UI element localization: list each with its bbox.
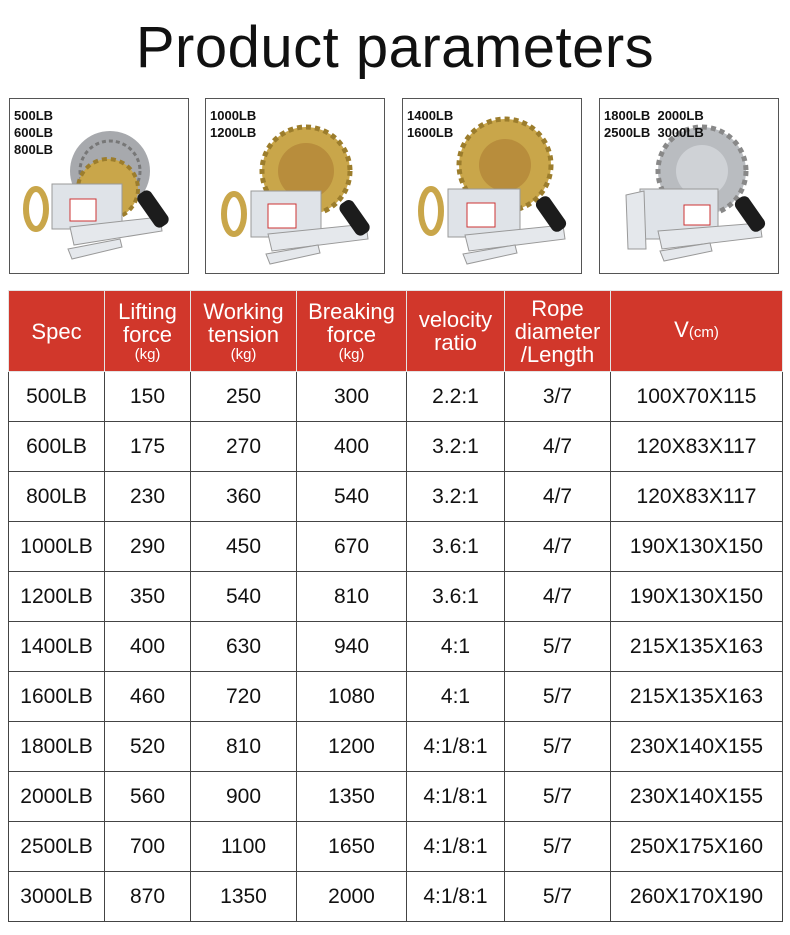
cell-breaking-force: 540 [297,472,407,522]
cell-breaking-force: 1650 [297,822,407,872]
cell-velocity-ratio: 4:1/8:1 [407,772,505,822]
cell-working-tension: 360 [191,472,297,522]
table-row [9,772,783,822]
table-row [9,372,783,422]
cell-velocity-ratio: 3.6:1 [407,522,505,572]
product-card-label: 1800LB 2000LB 2500LB 3000LB [604,108,704,140]
header-spec: Spec [9,291,105,372]
cell-spec: 1200LB [9,572,105,622]
cell-velocity-ratio: 3.6:1 [407,572,505,622]
table-row [9,522,783,572]
table-row [9,872,783,922]
product-card-label: 1000LB 1200LB [210,108,257,140]
product-card-label: 1400LB 1600LB [407,108,454,140]
cell-volume: 260X170X190 [611,872,783,922]
header-row [9,291,783,372]
cell-spec: 1800LB [9,722,105,772]
cell-velocity-ratio: 3.2:1 [407,472,505,522]
table-row [9,572,783,622]
cell-lifting-force: 150 [105,372,191,422]
cell-velocity-ratio: 2.2:1 [407,372,505,422]
cell-rope: 5/7 [505,722,611,772]
cell-volume: 120X83X117 [611,422,783,472]
cell-rope: 4/7 [505,572,611,622]
table-row [9,822,783,872]
cell-rope: 5/7 [505,872,611,922]
cell-velocity-ratio: 4:1 [407,622,505,672]
cell-lifting-force: 175 [105,422,191,472]
cell-volume: 215X135X163 [611,622,783,672]
cell-velocity-ratio: 3.2:1 [407,422,505,472]
cell-rope: 5/7 [505,822,611,872]
cell-spec: 2500LB [9,822,105,872]
cell-breaking-force: 1350 [297,772,407,822]
cell-spec: 1600LB [9,672,105,722]
cell-breaking-force: 1200 [297,722,407,772]
cell-volume: 230X140X155 [611,772,783,822]
cell-working-tension: 250 [191,372,297,422]
product-card-4 [599,98,779,274]
header-working-tension: Working tension (kg) [191,291,297,372]
cell-spec: 500LB [9,372,105,422]
header-rope: Rope diameter /Length [505,291,611,372]
cell-lifting-force: 350 [105,572,191,622]
header-breaking-force: Breaking force (kg) [297,291,407,372]
cell-lifting-force: 700 [105,822,191,872]
cell-rope: 4/7 [505,422,611,472]
cell-breaking-force: 940 [297,622,407,672]
header-lifting-force: Lifting force (kg) [105,291,191,372]
cell-volume: 190X130X150 [611,522,783,572]
cell-volume: 190X130X150 [611,572,783,622]
cell-working-tension: 630 [191,622,297,672]
cell-volume: 120X83X117 [611,472,783,522]
cell-breaking-force: 1080 [297,672,407,722]
table-row [9,622,783,672]
table-row [9,672,783,722]
product-card-3 [402,98,582,274]
page-title: Product parameters [135,15,655,80]
cell-working-tension: 540 [191,572,297,622]
cell-rope: 4/7 [505,472,611,522]
table-row [9,422,783,472]
cell-velocity-ratio: 4:1/8:1 [407,722,505,772]
cell-rope: 4/7 [505,522,611,572]
cell-lifting-force: 290 [105,522,191,572]
cell-lifting-force: 520 [105,722,191,772]
cell-working-tension: 1350 [191,872,297,922]
product-card-label: 500LB 600LB 800LB [14,108,54,157]
cell-working-tension: 450 [191,522,297,572]
cell-spec: 1400LB [9,622,105,672]
table-row [9,472,783,522]
cell-working-tension: 900 [191,772,297,822]
cell-breaking-force: 810 [297,572,407,622]
cell-breaking-force: 400 [297,422,407,472]
header-velocity-ratio: velocity ratio [407,291,505,372]
cell-lifting-force: 230 [105,472,191,522]
cell-volume: 250X175X160 [611,822,783,872]
cell-breaking-force: 670 [297,522,407,572]
cell-spec: 2000LB [9,772,105,822]
cell-velocity-ratio: 4:1/8:1 [407,822,505,872]
cell-rope: 5/7 [505,772,611,822]
cell-spec: 800LB [9,472,105,522]
cell-lifting-force: 870 [105,872,191,922]
table-row [9,722,783,772]
cell-lifting-force: 400 [105,622,191,672]
cell-velocity-ratio: 4:1/8:1 [407,872,505,922]
cell-lifting-force: 460 [105,672,191,722]
spec-table [8,290,783,922]
cell-working-tension: 1100 [191,822,297,872]
cell-breaking-force: 2000 [297,872,407,922]
product-card-2 [205,98,385,274]
product-card-1 [9,98,189,274]
cell-rope: 3/7 [505,372,611,422]
cell-spec: 1000LB [9,522,105,572]
cell-rope: 5/7 [505,622,611,672]
cell-volume: 100X70X115 [611,372,783,422]
cell-rope: 5/7 [505,672,611,722]
cell-spec: 600LB [9,422,105,472]
cell-working-tension: 270 [191,422,297,472]
header-volume: V(cm) [611,291,783,372]
cell-working-tension: 720 [191,672,297,722]
cell-breaking-force: 300 [297,372,407,422]
cell-working-tension: 810 [191,722,297,772]
cell-velocity-ratio: 4:1 [407,672,505,722]
cell-lifting-force: 560 [105,772,191,822]
cell-volume: 215X135X163 [611,672,783,722]
cell-spec: 3000LB [9,872,105,922]
cell-volume: 230X140X155 [611,722,783,772]
